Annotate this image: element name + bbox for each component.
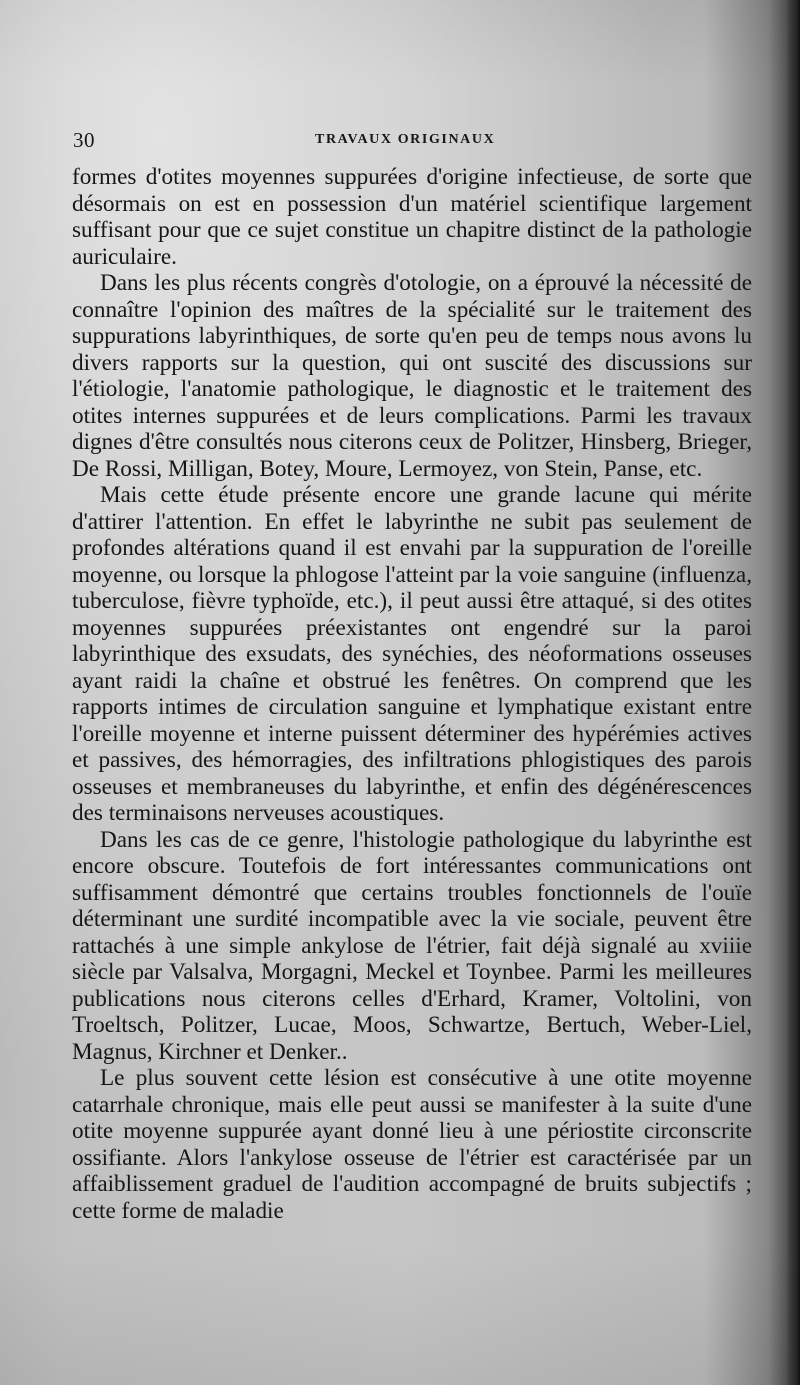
paragraph-4: Dans les cas de ce genre, l'histologie pathologique du labyrinthe est encore obscure. Toutefois de fort intéressantes communications ont suffisamment démontré que certains troubles fonctionnels de l'ouïe déterminant une surdité incompatible avec la vie sociale, peuvent être rattachés à une simple ankylose de l'étrier, fait déjà signalé au xviiie siècle par Valsalva, Morgagni, Meckel et Toynbee. Parmi les meilleures publications nous citerons celles d'Erhard, Kramer, Voltolini, von Troeltsch, Politzer, Lucae, Moos, Schwartze, Bertuch, Weber-Liel, Magnus, Kirchner et Denker..	[72, 826, 752, 1065]
paragraph-5: Le plus souvent cette lésion est consécutive à une otite moyenne catarrhale chronique, mais elle peut aussi se manifester à la suite d'une otite moyenne suppurée ayant donné lieu à une périostite circonscrite ossifiante. Alors l'ankylose osseuse de l'étrier est caractérisée par un affaiblissement graduel de l'audition accompagné de bruits subjectifs ; cette forme de maladie	[72, 1065, 752, 1224]
page-number: 30	[73, 128, 95, 152]
paragraph-2: Dans les plus récents congrès d'otologie, on a éprouvé la nécessité de connaître l'opinion des maîtres de la spécialité sur le traitement des suppurations labyrinthiques, de sorte qu'en peu de temps nous avons lu divers rapports sur la question, qui ont suscité des discussions sur l'étiologie, l'anatomie pathologique, le diagnostic et le traitement des otites internes suppurées et de leurs complications. Parmi les travaux dignes d'être consultés nous citerons ceux de Politzer, Hinsberg, Brieger, De Rossi, Milligan, Botey, Moure, Lermoyez, von Stein, Panse, etc.	[72, 270, 752, 482]
paragraph-1: formes d'otites moyennes suppurées d'origine infectieuse, de sorte que désormais on est en possession d'un matériel scientifique largement suffisant pour que ce sujet constitue un chapitre distinct de la pathologie auriculaire.	[72, 164, 752, 270]
page-edge-shadow	[786, 0, 800, 1385]
paragraph-3: Mais cette étude présente encore une grande lacune qui mérite d'attirer l'attention. En effet le labyrinthe ne subit pas seulement de profondes altérations quand il est envahi par la suppuration de l'oreille moyenne, ou lorsque la phlogose l'atteint par la voie sanguine (influenza, tuberculose, fièvre typhoïde, etc.), il peut aussi être attaqué, si des otites moyennes suppurées préexistantes ont engendré sur la paroi labyrinthique des exsudats, des synéchies, des néoformations osseuses ayant raidi la chaîne et obstrué les fenêtres. On comprend que les rapports intimes de circulation sanguine et lymphatique existant entre l'oreille moyenne et interne puissent déterminer des hypérémies actives et passives, des hémorragies, des infiltrations phlogistiques des parois osseuses et membraneuses du labyrinthe, et enfin des dégénérescences des terminaisons nerveuses acoustiques.	[72, 482, 752, 826]
body-text	[72, 164, 752, 1224]
running-header	[73, 128, 741, 156]
running-title: TRAVAUX ORIGINAUX	[315, 132, 496, 147]
